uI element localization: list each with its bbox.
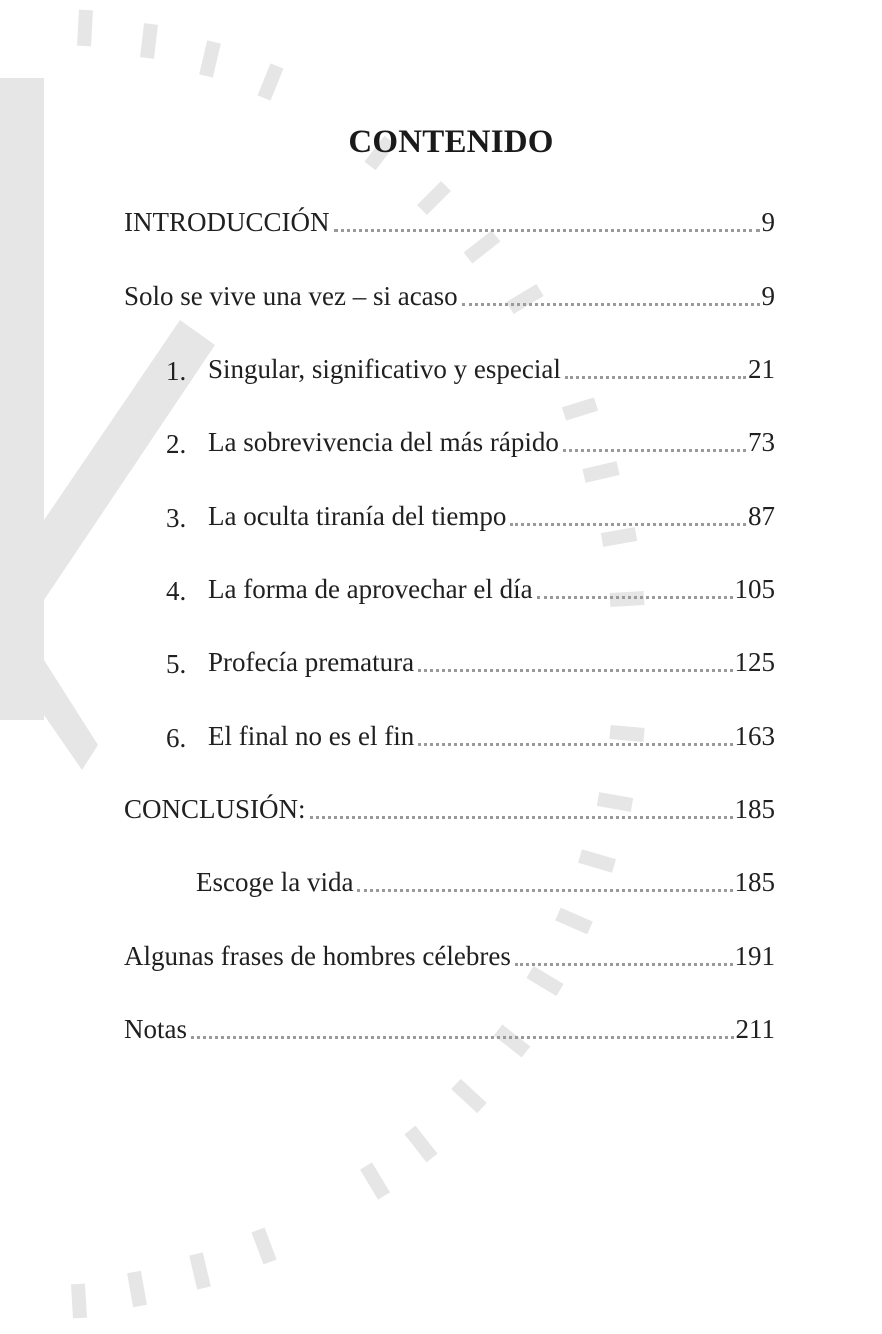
toc-entry-number: 3. [166, 503, 187, 533]
toc-entry-page: 21 [748, 354, 775, 384]
toc-entry-chapter-5[interactable] [166, 638, 775, 678]
toc-entry-label: CONCLUSIÓN: [124, 794, 306, 824]
toc-entry-label: El final no es el fin [208, 721, 415, 751]
toc-entry-page: 163 [734, 721, 775, 751]
toc-entry-notas[interactable] [124, 1005, 775, 1045]
dot-leader [565, 376, 746, 379]
toc-entry-label: Notas [124, 1014, 187, 1044]
dot-leader [418, 743, 732, 746]
toc-entry-number: 5. [166, 649, 187, 679]
toc-entry-page: 73 [748, 427, 775, 457]
toc-entry-page: 87 [748, 501, 775, 531]
toc-entry-label: Escoge la vida [196, 867, 354, 897]
toc-entry-label: Solo se vive una vez – si acaso [124, 281, 458, 311]
toc-entry-label: La forma de aprovechar el día [208, 574, 533, 604]
dot-leader [563, 449, 746, 452]
toc-entry-introduccion[interactable] [124, 198, 775, 238]
dot-leader [310, 816, 733, 819]
toc-entry-page: 125 [734, 647, 775, 677]
dot-leader [510, 523, 746, 526]
toc-entry-page: 211 [735, 1014, 775, 1044]
toc-entry-solo-se-vive[interactable] [124, 272, 775, 312]
toc-entry-number: 4. [166, 576, 187, 606]
toc-entry-chapter-3[interactable] [166, 492, 775, 532]
toc-entry-label: Singular, significativo y especial [208, 354, 561, 384]
dot-leader [418, 669, 732, 672]
dot-leader [334, 229, 760, 232]
toc-entry-number: 2. [166, 429, 187, 459]
toc-entry-number: 6. [166, 723, 187, 753]
toc-entry-escoge-la-vida[interactable] [196, 858, 775, 898]
toc-entry-chapter-6[interactable] [166, 712, 775, 752]
dot-leader [537, 596, 733, 599]
dot-leader [515, 963, 733, 966]
toc-entry-chapter-2[interactable] [166, 418, 775, 458]
toc-entry-label: Algunas frases de hombres célebres [124, 941, 511, 971]
toc-entry-chapter-1[interactable] [166, 345, 775, 385]
toc-entry-label: Profecía prematura [208, 647, 415, 677]
toc-entry-page: 105 [734, 574, 775, 604]
toc-entry-page: 185 [734, 794, 775, 824]
toc-entry-page: 185 [734, 867, 775, 897]
toc-entry-frases-celebres[interactable] [124, 932, 775, 972]
toc-entry-conclusion[interactable] [124, 785, 775, 825]
toc-entry-label: INTRODUCCIÓN [124, 207, 330, 237]
toc-entry-number: 1. [166, 356, 187, 386]
dot-leader [191, 1036, 734, 1039]
toc-entry-label: La sobrevivencia del más rápido [208, 427, 559, 457]
toc-title: CONTENIDO [348, 124, 554, 160]
toc-entry-label: La oculta tiranía del tiempo [208, 501, 507, 531]
dot-leader [357, 889, 732, 892]
toc-entry-page: 9 [761, 281, 775, 311]
toc-entry-page: 9 [761, 207, 775, 237]
toc-entry-page: 191 [734, 941, 775, 971]
dot-leader [462, 303, 760, 306]
toc-entry-chapter-4[interactable] [166, 565, 775, 605]
